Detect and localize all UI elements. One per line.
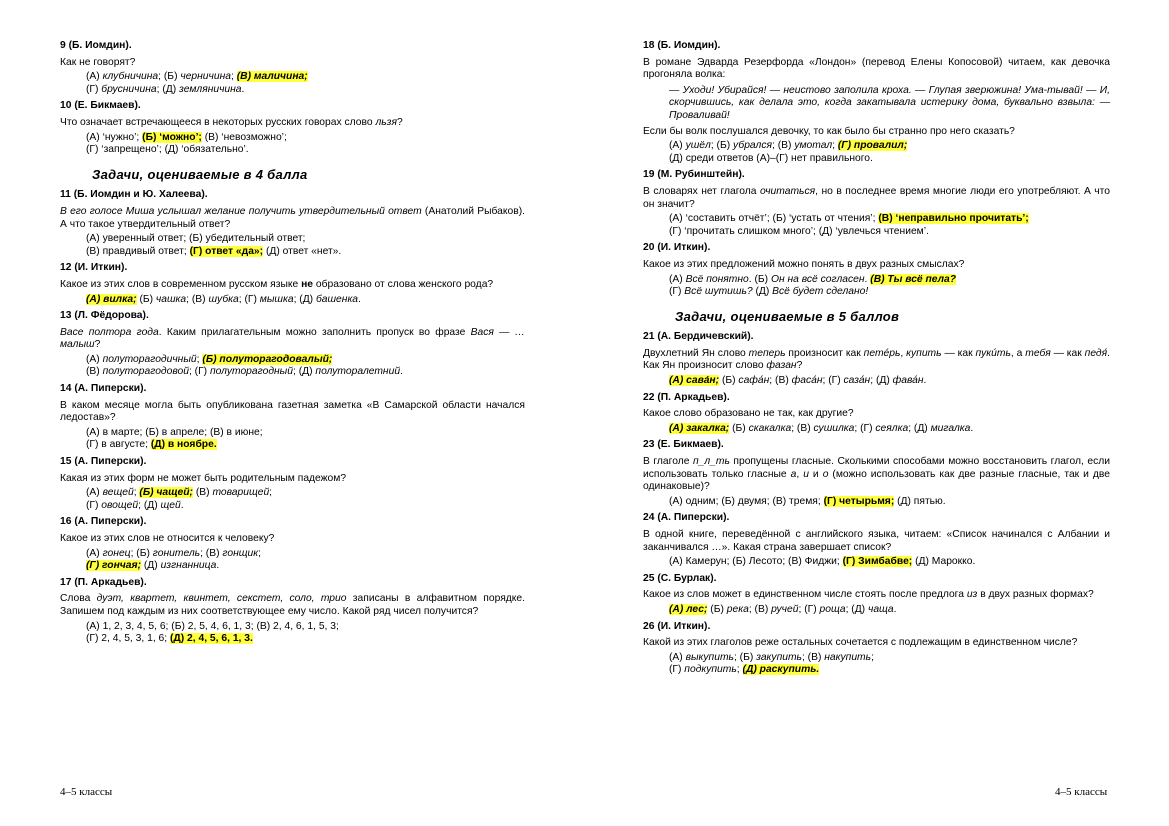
problem-title: 17 (П. Аркадьев). <box>60 576 147 588</box>
opt-text: (А) <box>669 651 686 663</box>
opt-word: ушёл <box>685 140 711 152</box>
answer-options <box>669 496 1110 509</box>
opt-text: ; (В) <box>186 293 209 305</box>
q-text: . Каким прилагательным можно заполнить пропуск во фразе <box>158 326 471 338</box>
answer-options <box>669 556 1110 569</box>
problem-title: 10 (Е. Бикмаев). <box>60 100 141 112</box>
options-line <box>669 286 1110 299</box>
options-line: (Г) ‘прочитать слишком много’; (Д) ‘увлечься чтением’. <box>669 225 929 237</box>
opt-word: подкупить <box>684 664 737 676</box>
problem-question: В романе Эдварда Резерфорда «Лондон» (перевод Елены Копосовой) читаем, как девочка прогоняла волка: <box>643 56 1110 81</box>
problem-title: 23 (Е. Бикмаев). <box>643 439 724 451</box>
correct-answer-highlight: (Б) чащей; <box>139 487 193 499</box>
left-page <box>0 0 584 826</box>
problem-question <box>60 593 525 618</box>
opt-text: (В) <box>86 366 103 378</box>
opt-word: брусничина <box>101 83 157 95</box>
opt-word: шубка <box>208 293 239 305</box>
answer-options <box>669 423 1110 436</box>
opt-word: изгнанница <box>160 560 217 572</box>
opt-text: . <box>923 375 927 387</box>
opt-word: полуторагодичный <box>102 353 197 365</box>
correct-answer-highlight: (А) закалка; <box>669 422 730 434</box>
opt-text: . <box>400 366 403 378</box>
problem-question <box>643 456 1110 494</box>
options-line <box>669 664 1110 677</box>
right-column <box>643 40 1110 681</box>
opt-word: ручей <box>771 603 799 615</box>
q-text: Какое из слов может в единственном числе стоять после предлога <box>643 589 967 601</box>
q-quote: В его голосе Миша услышал желание получить утвердительный ответ <box>60 205 422 217</box>
opt-word: закупить <box>756 651 802 663</box>
options-line <box>86 246 525 259</box>
opt-text: ; (Г) <box>238 293 260 305</box>
correct-answer-highlight: (Д) в ноябре. <box>150 439 217 451</box>
options-line <box>86 487 525 500</box>
opt-text: ; (Д) <box>292 366 316 378</box>
left-column <box>60 40 525 650</box>
options-line <box>669 652 1110 665</box>
opt-text: ; <box>196 353 203 365</box>
problem-9 <box>60 40 525 96</box>
opt-text: (В) ‘невозможно’; <box>201 131 287 143</box>
problem-question <box>60 206 525 231</box>
q-text: , а <box>1010 347 1026 359</box>
opt-text: ; (Г) <box>854 422 876 434</box>
correct-answer-highlight: (А) вилка; <box>86 293 137 305</box>
problem-question: Какой из этих глаголов реже остальных сочетается с подлежащим в единственном числе? <box>643 637 1078 649</box>
q-text: , <box>900 347 907 359</box>
problem-11 <box>60 189 525 258</box>
q-text: пропущены гласные. Сколькими способами можно восстановить глагол, если использовать только гласные <box>643 456 1110 480</box>
right-page <box>585 0 1169 826</box>
problem-20 <box>643 242 1110 298</box>
q-word: очитаться <box>759 185 816 197</box>
opt-text: (Г) <box>669 664 685 676</box>
opt-text: . <box>893 603 897 615</box>
options-line: (Г) ‘запрещено’; (Д) ‘обязательно’. <box>86 144 249 156</box>
correct-answer-highlight: (Г) четырьмя; <box>823 495 895 507</box>
problem-question: Какое из этих предложений можно понять в двух разных смыслах? <box>643 258 965 270</box>
opt-word: полуторагодный <box>209 366 293 378</box>
opt-text: ; (Д) <box>908 422 931 434</box>
answer-options <box>669 604 1110 617</box>
opt-text: ; (Д) <box>293 293 316 305</box>
options-line <box>669 213 1110 226</box>
correct-answer-highlight: (Г) гончая; <box>86 560 142 572</box>
opt-word: умотал <box>794 140 833 152</box>
problem-14 <box>60 383 525 452</box>
options-line <box>86 132 525 145</box>
opt-text: (А) <box>86 547 103 559</box>
options-line <box>86 294 525 307</box>
problem-25 <box>643 573 1110 617</box>
opt-text: (А) <box>86 71 103 83</box>
opt-word: щей <box>160 499 181 511</box>
q-text: (можно использовать как две разные гласные, так и две одинаковые)? <box>643 468 1110 493</box>
correct-answer-highlight: (В) маличина; <box>236 71 308 83</box>
opt-text: (Б) <box>729 422 749 434</box>
opt-text: ; (Г) <box>822 375 844 387</box>
correct-answer-highlight: (В) Ты всё пела? <box>870 273 957 285</box>
opt-word: выкупить <box>685 651 734 663</box>
opt-text: (Г) <box>669 286 685 298</box>
options-line: (А) 1, 2, 3, 4, 5, 6; (Б) 2, 5, 4, 6, 1, 3; (В) 2, 4, 6, 1, 5, 3; <box>86 620 339 632</box>
opt-word: Всё будет сделано! <box>772 286 869 298</box>
q-text: — как <box>1050 347 1085 359</box>
problem-title: 15 (А. Пиперски). <box>60 456 147 468</box>
opt-word: полуторалетний <box>315 366 401 378</box>
q-word: теперь <box>748 347 786 359</box>
answer-options <box>86 233 525 258</box>
opt-text: ; (Г) <box>798 603 820 615</box>
answer-options <box>86 354 525 379</box>
opt-text: ; (В) <box>200 547 223 559</box>
opt-text: (А) <box>669 140 686 152</box>
q-text: записаны в алфавитном порядке. Запишем под каждым из них соответствующее ему число. Какой ряд чисел получится? <box>60 593 525 617</box>
opt-text: ; (Д) <box>138 499 161 511</box>
options-line <box>86 548 525 561</box>
opt-word: скакалка <box>748 422 792 434</box>
opt-text: (Г) 2, 4, 5, 3, 1, 6; <box>86 633 170 645</box>
opt-text: (Г) <box>86 499 102 511</box>
q-quote: Васе полтора года <box>60 326 159 338</box>
q-word: а <box>790 468 797 480</box>
problem-title: 25 (С. Бурлак). <box>643 572 717 584</box>
answer-options <box>669 375 1110 388</box>
q-quote: Вася — … малыш <box>60 326 525 351</box>
problem-title: 16 (А. Пиперски). <box>60 516 147 528</box>
options-line <box>86 354 525 367</box>
opt-text: ; <box>736 664 743 676</box>
q-word: петéрь <box>863 347 901 359</box>
problem-question <box>643 348 1110 373</box>
opt-word: мигалка <box>930 422 971 434</box>
opt-text: ; (Б) <box>130 547 153 559</box>
q-text: , но в последнее время многие люди его употребляют. А что он значит? <box>643 185 1110 210</box>
problem-title: 11 (Б. Иомдин и Ю. Халеева). <box>60 189 208 201</box>
q-text: Какое из этих слов в современном русском языке <box>60 278 302 290</box>
problem-title: 13 (Л. Фёдорова). <box>60 310 149 322</box>
opt-word: роща <box>819 603 846 615</box>
problem-question <box>643 589 1110 602</box>
q-text: Двухлетний Ян слово <box>643 347 749 359</box>
page-footer: 4–5 классы <box>1055 786 1108 798</box>
opt-text: (А) одним; (Б) двумя; (В) тремя; <box>669 495 824 507</box>
opt-text: (А) <box>86 487 103 499</box>
problem-question <box>60 279 525 292</box>
opt-word: сафа́н <box>738 375 770 387</box>
opt-text: . <box>970 422 974 434</box>
problem-question: Какое слово образовано не так, как другие? <box>643 408 854 420</box>
problem-title: 19 (М. Рубинштейн). <box>643 169 745 181</box>
opt-text: (А) Камерун; (Б) Лесото; (В) Фиджи; <box>669 556 843 568</box>
q-word: о <box>822 468 829 480</box>
opt-word: черничина <box>180 71 231 83</box>
problem-question: В каком месяце могла быть опубликована газетная заметка «В Самарской области начался ледостав»? <box>60 399 525 424</box>
answer-options <box>86 132 525 157</box>
problem-22 <box>643 392 1110 436</box>
options-line <box>669 604 1110 617</box>
opt-word: саза́н <box>843 375 871 387</box>
opt-text: . <box>216 560 220 572</box>
section-heading-4-points: Задачи, оцениваемые в 4 балла <box>92 166 308 182</box>
opt-text: ; (В) <box>791 422 814 434</box>
answer-options <box>669 140 1110 165</box>
options-line: (Д) среди ответов (А)–(Г) нет правильного. <box>669 152 873 164</box>
opt-text: ; <box>832 140 838 152</box>
problem-18 <box>643 40 1110 165</box>
opt-text: (Г) <box>86 83 102 95</box>
options-line <box>86 633 525 646</box>
opt-word: гонитель <box>152 547 201 559</box>
opt-text: (Г) в августе; <box>86 439 151 451</box>
options-line <box>86 439 525 452</box>
q-emphasis: не <box>301 278 314 290</box>
correct-answer-highlight: (Г) провалил; <box>837 140 908 152</box>
q-text: ? <box>396 116 403 128</box>
answer-options <box>86 548 525 573</box>
opt-word: полуторагодовой <box>102 366 189 378</box>
q-word: п_л_ть <box>692 456 730 468</box>
options-line <box>669 496 1110 509</box>
opt-text: ; <box>269 487 273 499</box>
opt-text: ; <box>258 547 261 559</box>
opt-word: Всё шутишь? <box>684 286 753 298</box>
options-line: (А) в марте; (Б) в апреле; (В) в июне; <box>86 426 263 438</box>
problem-10 <box>60 100 525 156</box>
q-words: дуэт, квартет, квинтет, секстет, соло, трио <box>96 593 347 605</box>
quote-block: — Уходи! Убирайся! — неистово заполила кроха. — Глупая зверюжина! Ума-тывай! — И, скорчившись, как делала это, когда закатывала истерику дома, буквально взвыла: — Проваливай! <box>669 84 1110 121</box>
problem-title: 14 (А. Пиперски). <box>60 383 147 395</box>
opt-text: (Д) <box>141 560 161 572</box>
q-word: льзя <box>375 116 397 128</box>
opt-word: гонец <box>102 547 131 559</box>
opt-text: (А) <box>669 273 686 285</box>
options-line <box>669 423 1110 436</box>
opt-text: ; (Б) <box>710 140 734 152</box>
opt-word: клубничина <box>102 71 159 83</box>
opt-word: вещей <box>102 487 134 499</box>
opt-text: . <box>358 293 361 305</box>
options-line <box>86 500 525 513</box>
opt-word: фаса́н <box>791 375 823 387</box>
q-text: В глаголе <box>643 456 693 468</box>
problem-12 <box>60 262 525 306</box>
opt-word: Всё понятно <box>685 273 749 285</box>
problem-question <box>60 117 525 130</box>
q-text: произносит как <box>785 347 864 359</box>
q-word: и <box>803 468 809 480</box>
options-line <box>86 71 525 84</box>
problem-21 <box>643 331 1110 387</box>
correct-answer-highlight: (Д) раскупить. <box>742 664 820 676</box>
problem-title: 21 (А. Бердичевский). <box>643 331 754 343</box>
opt-text: ; <box>230 71 237 83</box>
opt-text: (В) <box>192 487 213 499</box>
opt-text: ; (Д) <box>870 375 893 387</box>
correct-answer-highlight: (Г) Зимбабве; <box>842 556 913 568</box>
problem-19 <box>643 169 1110 238</box>
opt-text: . <box>180 499 184 511</box>
options-line <box>669 556 1110 569</box>
opt-word: сеялка <box>875 422 909 434</box>
problem-title: 26 (И. Иткин). <box>643 620 711 632</box>
answer-options <box>86 487 525 512</box>
correct-answer-highlight: (Б) полуторагодовалый; <box>202 353 333 365</box>
q-text: в двух разных формах? <box>977 589 1094 601</box>
correct-answer-highlight: (А) сава́н; <box>669 375 720 387</box>
opt-text: ; (Д) <box>156 83 180 95</box>
opt-text: (Б) <box>707 603 727 615</box>
answer-options <box>669 274 1110 299</box>
options-line <box>86 84 525 97</box>
opt-text: ; (В) <box>769 375 792 387</box>
opt-word: чашка <box>155 293 187 305</box>
q-text: ? <box>94 339 101 351</box>
opt-text: (Б) <box>136 293 156 305</box>
section-heading-5-points: Задачи, оцениваемые в 5 баллов <box>675 308 900 324</box>
options-line <box>669 375 1110 388</box>
problem-question: Какое из этих слов не относится к человеку? <box>60 533 275 544</box>
q-text: ? <box>796 360 803 372</box>
opt-text: ; (В) <box>801 651 825 663</box>
q-text: и <box>808 468 823 480</box>
q-word: тебя <box>1025 347 1051 359</box>
opt-text: . (Б) <box>748 273 771 285</box>
q-text: . Как Ян произносит слово <box>643 347 1111 372</box>
answer-options <box>669 652 1110 677</box>
correct-answer-highlight: (В) ‘неправильно прочитать’; <box>878 213 1029 225</box>
problem-title: 12 (И. Иткин). <box>60 262 128 274</box>
problem-17 <box>60 577 525 646</box>
options-line <box>669 140 1110 153</box>
opt-text: ; (Д) <box>845 603 868 615</box>
opt-text: (Д) Марокко. <box>912 556 976 568</box>
opt-text: (Д) ответ «нет». <box>263 245 342 257</box>
opt-word: Он на всё согласен <box>770 273 865 285</box>
options-line <box>86 366 525 379</box>
correct-answer-highlight: (Г) ответ «да»; <box>189 245 264 257</box>
problem-15 <box>60 456 525 512</box>
opt-word: чаща <box>867 603 894 615</box>
answer-options <box>86 427 525 452</box>
opt-text: ; (Б) <box>733 651 757 663</box>
options-line <box>669 274 1110 287</box>
opt-word: товарищей <box>212 487 270 499</box>
opt-word: мышка <box>259 293 294 305</box>
opt-text: . <box>241 83 245 95</box>
options-line <box>86 560 525 573</box>
page-footer: 4–5 классы <box>60 786 113 798</box>
opt-text: (А) ‘составить отчёт’; (Б) ‘устать от чтения’; <box>669 213 879 225</box>
opt-text: (А) ‘нужно’; <box>86 131 143 143</box>
opt-word: овощей <box>101 499 139 511</box>
answer-options <box>86 294 525 307</box>
opt-word: фава́н <box>892 375 924 387</box>
opt-text: ; (В) <box>748 603 772 615</box>
opt-text: ; <box>133 487 140 499</box>
correct-answer-highlight: (Д) 2, 4, 5, 6, 1, 3. <box>169 633 253 645</box>
q-text: Слова <box>60 593 97 605</box>
opt-text: (Д) <box>752 286 773 298</box>
correct-answer-highlight: (А) лес; <box>669 603 708 615</box>
opt-word: накупить <box>824 651 872 663</box>
problem-question <box>643 186 1110 211</box>
problem-title: 24 (А. Пиперски). <box>643 512 730 524</box>
q-text: Что означает встречающееся в некоторых русских говорах слово <box>60 116 376 128</box>
opt-word: гонщик <box>222 547 259 559</box>
q-word: из <box>966 589 978 601</box>
problem-question: В одной книге, переведённой с английского языка, читаем: «Список начинался с Албании и заканчивался …». Какая страна завершает список? <box>643 529 1110 553</box>
opt-text: ; <box>871 651 874 663</box>
problem-question: Как не говорят? <box>60 56 136 68</box>
opt-text: ; (Г) <box>188 366 210 378</box>
q-word: педя́ <box>1084 347 1108 359</box>
q-text: В словарях нет глагола <box>643 185 760 197</box>
q-word: фазан <box>766 360 797 372</box>
q-text: (Анатолий Рыбаков). А что такое утвердительный ответ? <box>60 205 526 230</box>
problem-title: 9 (Б. Иомдин). <box>60 40 132 51</box>
q-word: купить <box>906 347 942 359</box>
opt-text: ; (Б) <box>158 71 181 83</box>
opt-word: башенка <box>315 293 359 305</box>
q-text: — как <box>941 347 976 359</box>
q-text: , <box>796 468 804 480</box>
opt-text: ; (В) <box>772 140 795 152</box>
problem-title: 18 (Б. Иомдин). <box>643 40 721 51</box>
options-line: (А) уверенный ответ; (Б) убедительный ответ; <box>86 233 306 245</box>
opt-word: сушилка <box>813 422 855 434</box>
q-text: образовано от слова женского рода? <box>313 278 494 290</box>
problem-question: Если бы волк послушался девочку, то как было бы странно про него сказать? <box>643 125 1015 137</box>
q-word: пукúть <box>975 347 1011 359</box>
problem-16 <box>60 516 525 572</box>
problem-question: Какая из этих форм не может быть родительным падежом? <box>60 472 347 484</box>
answer-options <box>86 71 525 96</box>
problem-title: 20 (И. Иткин). <box>643 242 711 254</box>
opt-word: убрался <box>733 140 772 152</box>
problem-title: 22 (П. Аркадьев). <box>643 391 730 403</box>
problem-13 <box>60 310 525 379</box>
correct-answer-highlight: (Б) ‘можно’; <box>142 131 202 143</box>
problem-question <box>60 327 525 352</box>
problem-23 <box>643 439 1110 508</box>
opt-text: (Д) пятью. <box>894 495 946 507</box>
problem-26 <box>643 621 1110 677</box>
opt-text: . <box>864 273 871 285</box>
opt-word: река <box>726 603 749 615</box>
opt-text: (Б) <box>719 375 739 387</box>
opt-text: (В) правдивый ответ; <box>86 245 190 257</box>
answer-options <box>669 213 1110 238</box>
answer-options <box>86 621 525 646</box>
problem-24 <box>643 512 1110 568</box>
opt-word: земляничина <box>179 83 242 95</box>
opt-text: (А) <box>86 353 103 365</box>
